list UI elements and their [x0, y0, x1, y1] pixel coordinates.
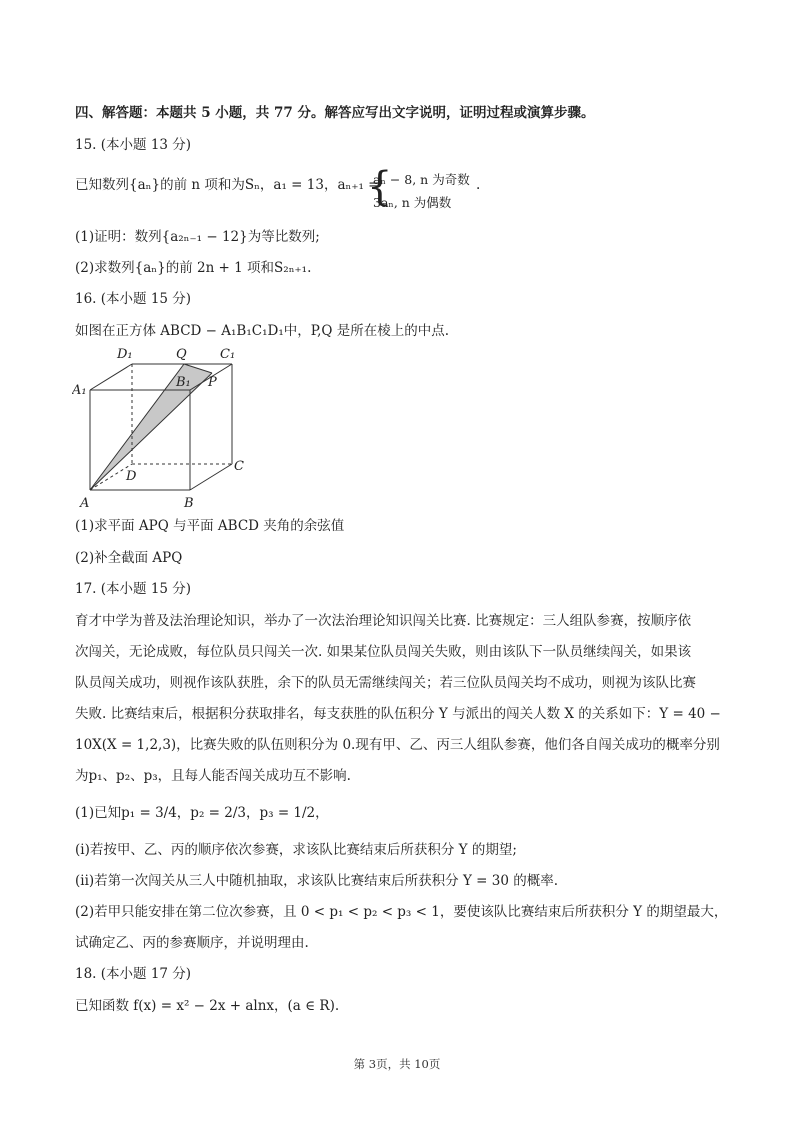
- q17-line: 次闯关，无论成败，每位队员只闯关一次. 如果某位队员闯关失败，则由该队下一队员继续闯关，如果该: [75, 644, 692, 660]
- q17-part2-line1: (2)若甲只能安排在第二位次参赛，且 0 < p₁ < p₂ < p₃ < 1，要使该队比赛结束后所获积分 Y 的期望最大，: [75, 904, 728, 920]
- q15-case-odd: aₙ − 8, n 为奇数: [373, 172, 470, 187]
- label-B1: B₁: [176, 375, 191, 390]
- q17-line: 失败. 比赛结束后，根据积分获取排名，每支获胜的队伍积分 Y 与派出的闯关人数 X 的关系如下：Y = 40 −: [75, 706, 721, 722]
- label-Q: Q: [176, 347, 187, 362]
- q17-line: 为p₁、p₂、p₃，且每人能否闯关成功互不影响.: [75, 768, 351, 784]
- q16-part2: (2)补全截面 APQ: [75, 550, 183, 566]
- q17-line: 育才中学为普及法治理论知识，举办了一次法治理论知识闯关比赛. 比赛规定：三人组队参赛，按顺序依: [75, 613, 692, 629]
- q15-part2: (2)求数列{aₙ}的前 2n + 1 项和S₂ₙ₊₁.: [75, 260, 312, 276]
- cube-figure: [72, 344, 252, 514]
- q16-part1: (1)求平面 APQ 与平面 ABCD 夹角的余弦值: [75, 518, 345, 534]
- q15-part1: (1)证明：数列{a₂ₙ₋₁ − 12}为等比数列;: [75, 229, 320, 245]
- edge-BC: [190, 464, 232, 490]
- q15-header: 15. (本小题 13 分): [75, 137, 192, 153]
- q16-stem: 如图在正方体 ABCD − A₁B₁C₁D₁中，P,Q 是所在棱上的中点.: [75, 323, 450, 339]
- q18-stem: 已知函数 f(x) = x² − 2x + alnx，(a ∈ R).: [75, 998, 340, 1014]
- q18-header: 18. (本小题 17 分): [75, 966, 192, 982]
- q17-header: 17. (本小题 15 分): [75, 581, 192, 597]
- q15-case-even: 3aₙ, n 为偶数: [373, 195, 452, 210]
- piecewise-brace: {: [367, 164, 393, 210]
- section-heading: 四、解答题：本题共 5 小题，共 77 分。解答应写出文字说明，证明过程或演算步骤。: [75, 105, 595, 121]
- q15-stem: 已知数列{aₙ}的前 n 项和为Sₙ，a₁ = 13，aₙ₊₁ =: [75, 177, 380, 193]
- label-C: C: [234, 459, 244, 474]
- label-P: P: [208, 375, 217, 390]
- q17-part1-ii: (ii)若第一次闯关从三人中随机抽取，求该队比赛结束后所获积分 Y = 30 的概率.: [75, 873, 559, 889]
- q17-line: 队员闯关成功，则视作该队获胜，余下的队员无需继续闯关；若三位队员闯关均不成功，则视为该队比赛: [75, 675, 696, 691]
- section-triangle: [90, 364, 212, 490]
- label-C1: C₁: [220, 347, 236, 362]
- label-A1: A₁: [72, 383, 87, 398]
- page-footer: 第 3页，共 10页: [353, 1057, 441, 1071]
- q16-header: 16. (本小题 15 分): [75, 291, 192, 307]
- q17-line: 10X(X = 1,2,3)，比赛失败的队伍则积分为 0.现有甲、乙、丙三人组队参赛，他们各自闯关成功的概率分别: [75, 737, 720, 753]
- label-B: B: [184, 496, 194, 511]
- label-D: D: [126, 469, 137, 484]
- label-D1: D₁: [117, 347, 133, 362]
- edge-A1D1: [90, 364, 132, 390]
- label-A: A: [80, 496, 90, 511]
- q17-part1-i: (i)若按甲、乙、丙的顺序依次参赛，求该队比赛结束后所获积分 Y 的期望;: [75, 842, 517, 858]
- line-AP: [90, 373, 212, 490]
- line-AQ: [90, 364, 184, 490]
- q17-part1: (1)已知p₁ = 3/4，p₂ = 2/3，p₃ = 1/2，: [75, 805, 329, 821]
- q15-stem-end: .: [476, 177, 481, 193]
- q17-part2-line2: 试确定乙、丙的参赛顺序，并说明理由.: [75, 935, 309, 951]
